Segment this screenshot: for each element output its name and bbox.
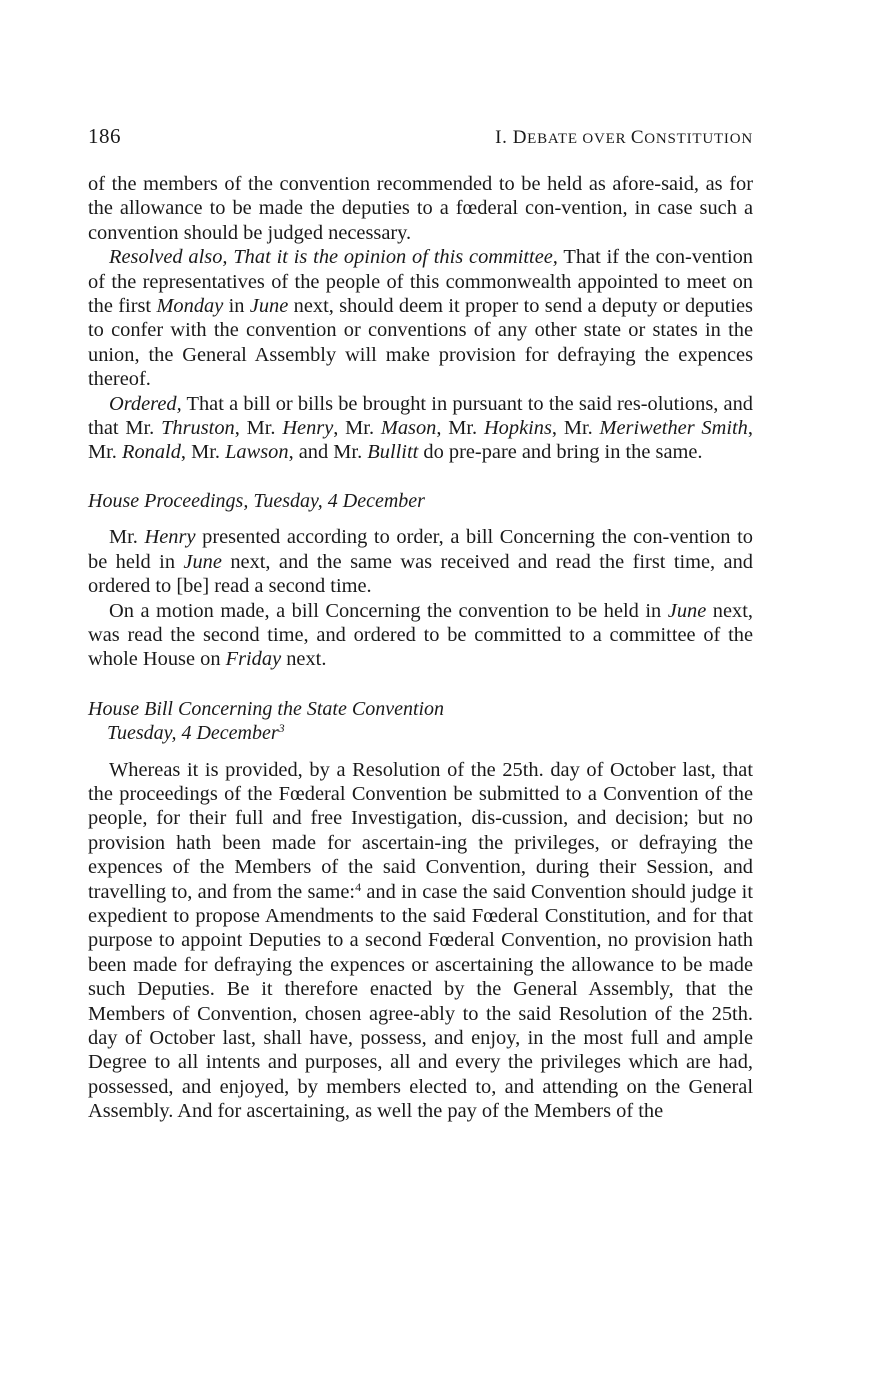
section-heading-house-bill: House Bill Concerning the State Convention <box>88 697 445 720</box>
spacer <box>88 672 753 697</box>
paragraph-3: Ordered, That a bill or bills be brought in pursuant to the said res-olutions, and that Mr. Thruston, Mr. Henry, Mr. Mason, Mr. Hopkins, Mr. Meriwether Smith, Mr. Ronald, Mr. Lawson, and Mr. Bullitt do pre-pare and bring in the same. <box>88 392 753 464</box>
paragraph-1: of the members of the convention recommended to be held as afore-said, as for the allowance to be made the deputies to a fœderal con-vention, in case such a convention should be judged necessary. <box>88 173 753 244</box>
spacer <box>88 746 753 758</box>
footnote-marker: 4 <box>355 879 362 894</box>
paragraph-5: On a motion made, a bill Concerning the convention to be held in June next, was read the second time, and ordered to be committed to a committee of the whole House on Friday next. <box>88 599 753 671</box>
section-heading-house-bill-date: Tuesday, 4 December$^3$ <box>107 721 285 745</box>
paragraph-6: Whereas it is provided, by a Resolution of the 25th. day of October last, that the proceedings of the Fœderal Convention be submitted to a Convention of the people, for their full and free Investigation, dis-cussion, and decision; but no provision hath been made for ascertain-ing the privileges, or defraying the expences of the Members of the said Convention, during their Session, and travelling to, and from the same:$^4$ and in case the said Convention should judge it expedient to propose Amendments to the said Fœderal Constitution, and for that purpose to appoint Deputies to a second Fœderal Convention, no provision hath been made for defraying the expences or ascertaining the allowance to be made such Deputies. Be it therefore enacted by the General Assembly, that the Members of Convention, chosen agree-ably to the said Resolution of the 25th. day of October last, shall have, possess, and enjoy, in the most full and ample Degree to all intents and purposes, all and every the privileges which are had, possessed, and enjoyed, by members elected to, and attending on the General Assembly. And for ascertaining, as well the pay of the Members of the <box>88 758 753 1123</box>
spacer <box>88 513 753 525</box>
paragraph-2: Resolved also, That it is the opinion of this committee, That if the con-vention of the representatives of the people of this commonwealth appointed to meet on the first Monday in June next, should deem it proper to send a deputy or deputies to confer with the convention or conventions of any other state or states in the union, the General Assembly will make provision for defraying the expences thereof. <box>88 246 753 391</box>
paragraph-4: Mr. Henry presented according to order, a bill Concerning the con-vention to be held in June next, and the same was received and read the first time, and ordered to [be] read a second time. <box>88 526 753 598</box>
running-header <box>88 124 753 158</box>
section-heading-house-proceedings: House Proceedings, Tuesday, 4 December <box>88 489 425 512</box>
page-content <box>88 124 753 1124</box>
spacer <box>88 465 753 489</box>
section-title: I. DEBATE OVER CONSTITUTION <box>495 127 753 148</box>
footnote-marker: 3 <box>278 721 285 736</box>
page-number: 186 <box>88 124 121 148</box>
